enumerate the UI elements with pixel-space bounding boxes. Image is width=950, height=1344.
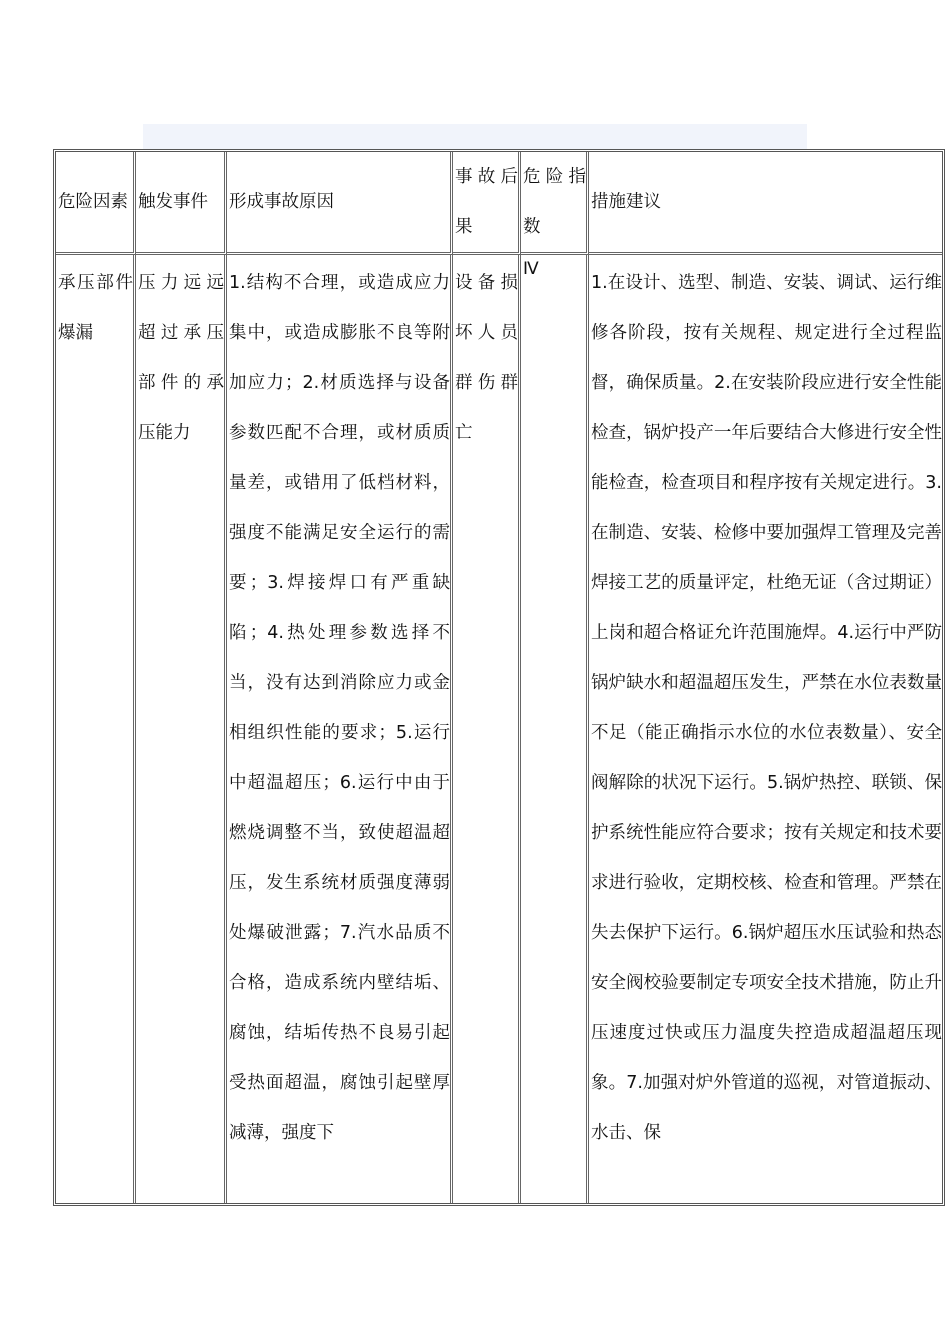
- cell-cause: [227, 255, 453, 1203]
- header-hazard: 危险因素: [56, 152, 136, 255]
- cell-hazard: [56, 255, 136, 1203]
- cell-trigger: [136, 255, 227, 1203]
- header-measures: 措施建议: [589, 152, 942, 255]
- header-band: [143, 124, 807, 149]
- consequence-text: 设备损坏人员群伤群亡: [455, 273, 518, 443]
- table-header-row: [56, 152, 942, 255]
- cell-measures: [589, 255, 942, 1203]
- risk-assessment-table: [53, 149, 945, 1206]
- header-consequence: 事故后果: [453, 152, 521, 255]
- header-cause: 形成事故原因: [227, 152, 453, 255]
- trigger-text: 压力远远超过承压部件的承压能力: [138, 273, 224, 443]
- header-risk-level: 危险指数: [521, 152, 589, 255]
- table-row: [56, 255, 942, 1203]
- hazard-text: 承压部件爆漏: [58, 273, 133, 343]
- cell-risk-level: [521, 255, 589, 1203]
- measures-text: 1.在设计、选型、制造、安装、调试、运行维修各阶段，按有关规程、规定进行全过程监督，确保质量。2.在安装阶段应进行安全性能检查，锅炉投产一年后要结合大修进行安全性能检查，检查项目和程序按有关规定进行。3.在制造、安装、检修中要加强焊工管理及完善焊接工艺的质量评定，杜绝无证（含过期证）上岗和超合格证允许范围施焊。4.运行中严防锅炉缺水和超温超压发生，严禁在水位表数量不足（能正确指示水位的水位表数量）、安全阀解除的状况下运行。5.锅炉热控、联锁、保护系统性能应符合要求；按有关规定和技术要求进行验收，定期校核、检查和管理。严禁在失去保护下运行。6.锅炉超压水压试验和热态安全阀校验要制定专项安全技术措施，防止升压速度过快或压力温度失控造成超温超压现象。7.加强对炉外管道的巡视，对管道振动、水击、保: [591, 273, 942, 1143]
- header-trigger: 触发事件: [136, 152, 227, 255]
- risk-level-text: Ⅳ: [523, 259, 539, 279]
- cell-consequence: [453, 255, 521, 1203]
- cause-text: 1.结构不合理，或造成应力集中，或造成膨胀不良等附加应力；2.材质选择与设备参数匹配不合理，或材质质量差，或错用了低档材料，强度不能满足安全运行的需要；3.焊接焊口有严重缺陷；4.热处理参数选择不当，没有达到消除应力或金相组织性能的要求；5.运行中超温超压；6.运行中由于燃烧调整不当，致使超温超压，发生系统材质强度薄弱处爆破泄露；7.汽水品质不合格，造成系统内壁结垢、腐蚀，结垢传热不良易引起受热面超温，腐蚀引起壁厚减薄，强度下: [229, 273, 450, 1143]
